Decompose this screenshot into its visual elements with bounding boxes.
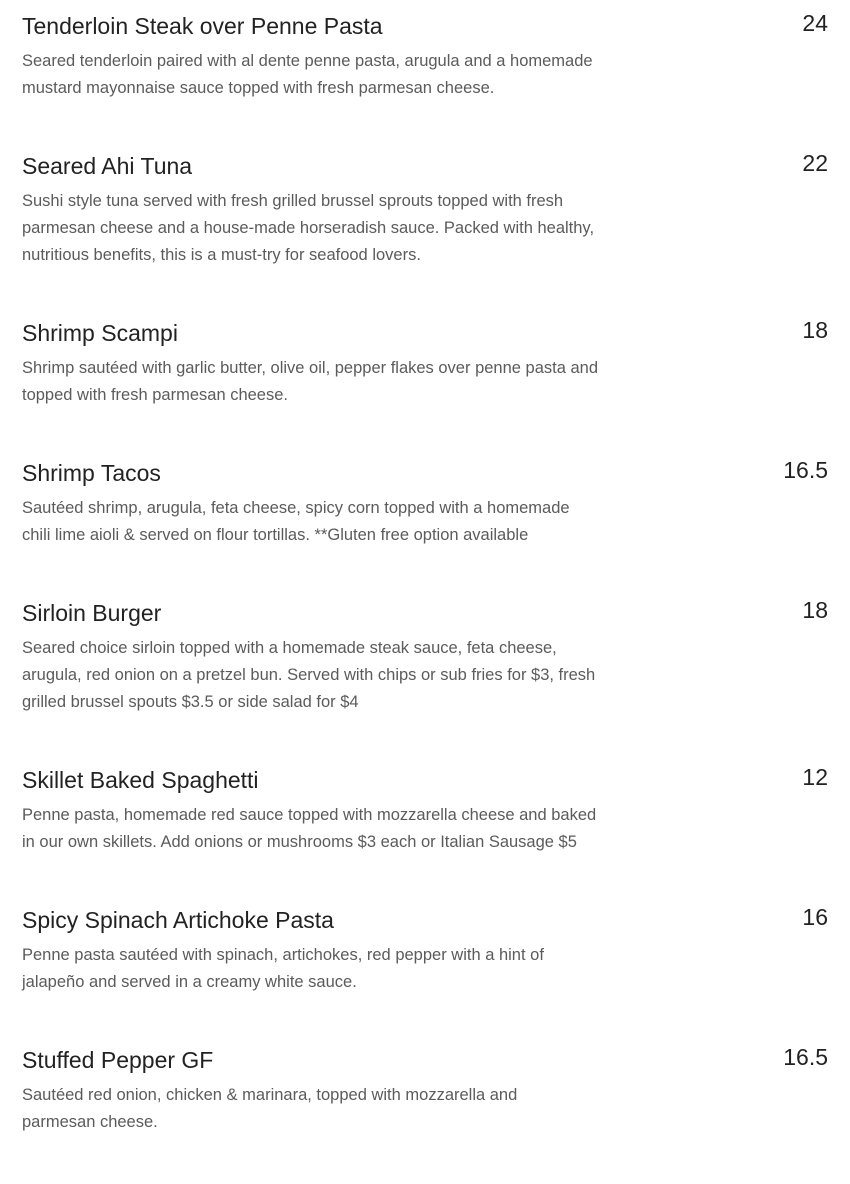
description-line: chili lime aioli & served on flour tortillas. **Gluten free option available (22, 526, 529, 544)
description-line: parmesan cheese. (22, 1113, 158, 1131)
menu-item-name: Shrimp Tacos (22, 460, 161, 486)
menu-item-stuffed-pepper (22, 1045, 828, 1136)
description-line: Seared choice sirloin topped with a homemade steak sauce, feta cheese, (22, 639, 557, 657)
menu-item-name: Tenderloin Steak over Penne Pasta (22, 13, 383, 39)
menu-item-shrimp-scampi (22, 318, 828, 409)
menu-item-price: 18 (802, 597, 828, 623)
menu-item-description (22, 495, 622, 549)
description-line: Shrimp sautéed with garlic butter, olive oil, pepper flakes over penne pasta and (22, 359, 599, 377)
menu-item-name: Seared Ahi Tuna (22, 153, 193, 179)
menu-item-shrimp-tacos (22, 458, 828, 549)
menu-item-header (22, 905, 828, 935)
description-line: Sautéed red onion, chicken & marinara, topped with mozzarella and (22, 1086, 518, 1104)
menu-item-header (22, 11, 828, 41)
menu-item-name: Spicy Spinach Artichoke Pasta (22, 907, 334, 933)
menu-item-description (22, 48, 622, 102)
menu-item-header (22, 1045, 828, 1075)
menu-item-price: 16.5 (783, 1044, 828, 1070)
description-line: Sushi style tuna served with fresh grilled brussel sprouts topped with fresh (22, 192, 564, 210)
description-line: Penne pasta, homemade red sauce topped with mozzarella cheese and baked (22, 806, 597, 824)
menu-item-price: 18 (802, 317, 828, 343)
description-line: parmesan cheese and a house-made horseradish sauce. Packed with healthy, (22, 219, 595, 237)
menu-item-tenderloin-steak (22, 11, 828, 102)
menu-item-name: Stuffed Pepper GF (22, 1047, 214, 1073)
menu-item-name: Skillet Baked Spaghetti (22, 767, 259, 793)
menu-item-sirloin-burger (22, 598, 828, 716)
menu-item-price: 16.5 (783, 457, 828, 483)
description-line: in our own skillets. Add onions or mushrooms $3 each or Italian Sausage $5 (22, 833, 577, 851)
menu-item-price: 12 (802, 764, 828, 790)
menu-item-price: 22 (802, 150, 828, 176)
description-line: grilled brussel spouts $3.5 or side salad for $4 (22, 693, 359, 711)
description-line: mustard mayonnaise sauce topped with fresh parmesan cheese. (22, 79, 495, 97)
description-line: Penne pasta sautéed with spinach, artichokes, red pepper with a hint of (22, 946, 544, 964)
menu-item-description (22, 1082, 622, 1136)
menu-item-header (22, 151, 828, 181)
description-line: Seared tenderloin paired with al dente penne pasta, arugula and a homemade (22, 52, 593, 70)
menu-item-spicy-spinach-artichoke-pasta (22, 905, 828, 996)
menu-item-description (22, 188, 622, 269)
menu-item-description (22, 635, 622, 716)
menu-item-name: Shrimp Scampi (22, 320, 178, 346)
description-line: Sautéed shrimp, arugula, feta cheese, spicy corn topped with a homemade (22, 499, 570, 517)
menu-item-price: 16 (802, 904, 828, 930)
menu-item-description (22, 802, 622, 856)
menu-item-price: 24 (802, 10, 828, 36)
menu-item-seared-ahi-tuna (22, 151, 828, 269)
menu-item-skillet-baked-spaghetti (22, 765, 828, 856)
menu-item-header (22, 765, 828, 795)
menu-item-header (22, 318, 828, 348)
menu-item-description (22, 355, 622, 409)
menu-item-header (22, 458, 828, 488)
menu-item-header (22, 598, 828, 628)
description-line: topped with fresh parmesan cheese. (22, 386, 288, 404)
menu-item-name: Sirloin Burger (22, 600, 162, 626)
description-line: arugula, red onion on a pretzel bun. Served with chips or sub fries for $3, fresh (22, 666, 596, 684)
description-line: nutritious benefits, this is a must-try for seafood lovers. (22, 246, 421, 264)
description-line: jalapeño and served in a creamy white sauce. (22, 973, 357, 991)
menu-item-description (22, 942, 622, 996)
